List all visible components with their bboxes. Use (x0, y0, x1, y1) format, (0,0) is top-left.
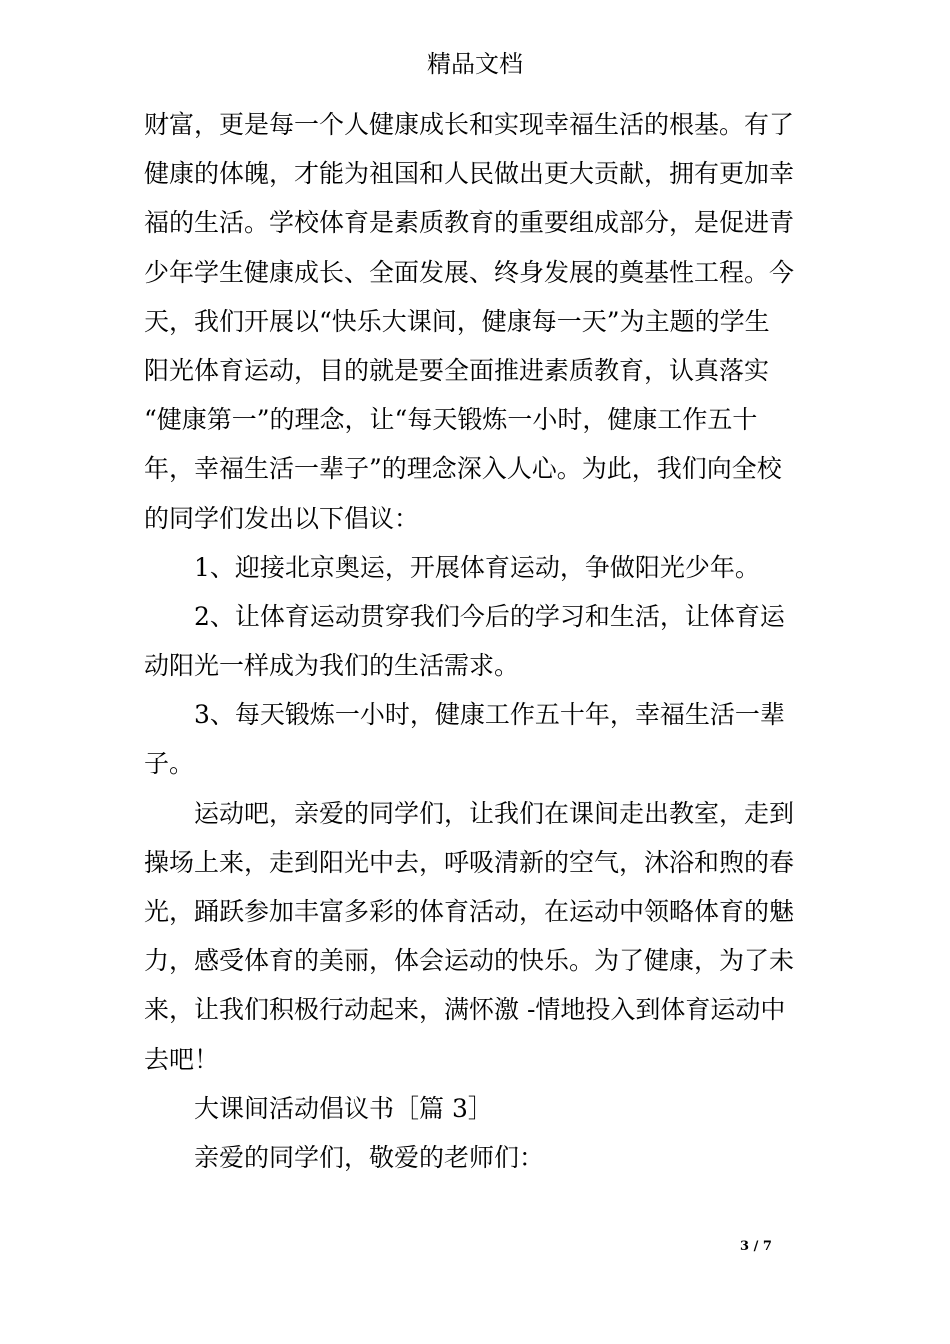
list-item-1: 1、迎接北京奥运，开展体育运动，争做阳光少年。 (144, 552, 760, 582)
document-body (144, 100, 824, 1182)
text-line: 光，踊跃参加丰富多彩的体育活动，在运动中领略体育的魅 (144, 897, 795, 926)
text-line: 健康的体魄，才能为祖国和人民做出更大贡献，拥有更加幸 (144, 159, 795, 189)
text-line: 阳光体育运动，目的就是要全面推进素质教育，认真落实 (144, 355, 770, 385)
page-header-title: 精品文档 (427, 50, 523, 78)
text-line: 力，感受体育的美丽，体会运动的快乐。为了健康，为了未 (144, 946, 795, 976)
text-line: 操场上来，走到阳光中去，呼吸清新的空气，沐浴和煦的春 (144, 847, 795, 877)
text-line: 来，让我们积极行动起来，满怀激 -情地投入到体育运动中 (144, 995, 786, 1025)
text-line: 年，幸福生活一辈子”的理念深入人心。为此，我们向全校 (144, 454, 782, 484)
text-line: 的同学们发出以下倡议： (144, 503, 420, 533)
text-line: 天，我们开展以“快乐大课间，健康每一天”为主题的学生 (144, 306, 770, 336)
list-item-3: 3、每天锻炼一小时，健康工作五十年，幸福生活一辈 (144, 700, 785, 730)
section-heading: 大课间活动倡议书［篇 3］ (144, 1093, 493, 1123)
text-line: “健康第一”的理念，让“每天锻炼一小时，健康工作五十 (144, 405, 758, 435)
text-line: 去吧！ (144, 1044, 220, 1074)
text-line: 动阳光一样成为我们的生活需求。 (144, 651, 520, 681)
text-line: 少年学生健康成长、全面发展、终身发展的奠基性工程。今 (144, 257, 795, 287)
page-number: 3 / 7 (740, 1239, 772, 1254)
salutation: 亲爱的同学们，敬爱的老师们： (144, 1142, 545, 1172)
text-line: 福的生活。学校体育是素质教育的重要组成部分，是促进青 (144, 208, 795, 238)
text-line: 子。 (144, 749, 195, 779)
text-line: 财富，更是每一个人健康成长和实现幸福生活的根基。有了 (144, 110, 795, 139)
list-item-2: 2、让体育运动贯穿我们今后的学习和生活，让体育运 (144, 601, 785, 631)
text-line: 运动吧，亲爱的同学们，让我们在课间走出教室，走到 (144, 798, 795, 828)
